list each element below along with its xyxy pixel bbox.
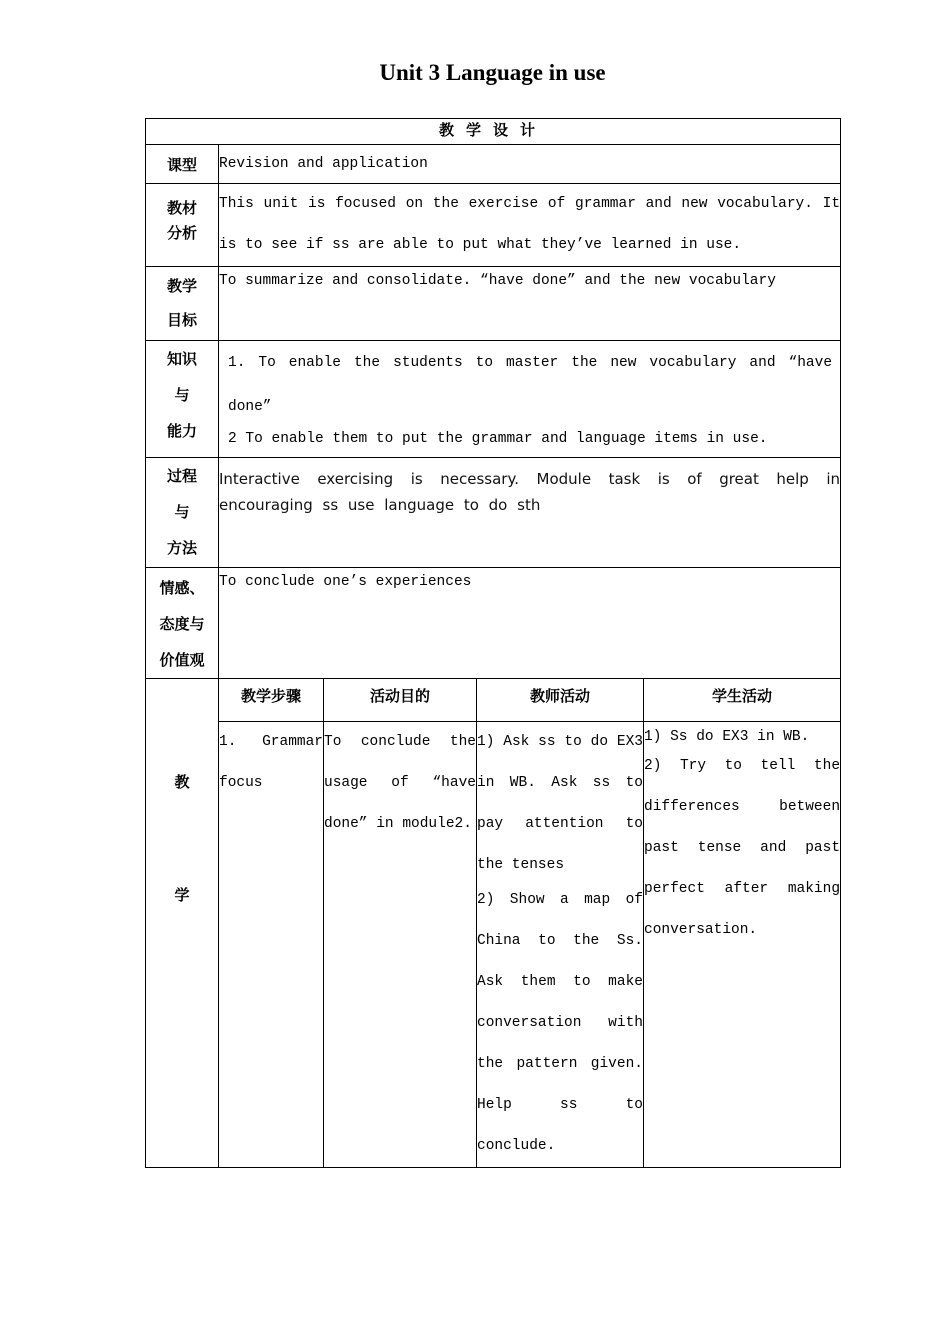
knowledge-content [219,341,841,458]
column-header-steps: 教学步骤 [219,679,324,722]
purpose-cell: To conclude the usage of “have done” in module2. [324,722,477,1168]
student-activity-2: 2) Try to tell the differences between past tense and past perfect after making conversation. [644,758,841,938]
knowledge-item-2: 2 To enable them to put the grammar and language items in use. [228,431,768,447]
teacher-activity-cell [477,722,644,1168]
column-header-teacher: 教师活动 [477,679,644,722]
teaching-goal-label [146,267,219,341]
material-analysis-content: This unit is focused on the exercise of grammar and new vocabulary. It is to see if ss are able to put what they’ve learned in use. [219,184,841,267]
teacher-activity-2: 2) Show a map of China to the Ss. Ask them to make conversation with the pattern given. Help ss to conclude. [477,892,643,1154]
step-cell: 1. Grammar focus [219,722,324,1168]
lesson-plan-table [145,118,841,1168]
label-line: 能力 [166,422,197,440]
student-activity-1: 1) Ss do EX3 in WB. [644,729,810,745]
process-content: Interactive exercising is necessary. Module task is of great help in encouraging ss use language to do sth [219,458,841,568]
emotion-label [146,568,219,679]
label-line: 学 [174,886,190,904]
label-line: 教材 [166,199,197,217]
label-line: 过程 [166,467,197,485]
label-line: 分析 [166,224,197,242]
knowledge-item-1: 1. To enable the students to master the new vocabulary and “have done” [228,355,833,415]
material-analysis-label [146,184,219,267]
label-line: 目标 [166,311,197,329]
process-label [146,458,219,568]
teacher-activity-1: 1) Ask ss to do EX3 in WB. Ask ss to pay attention to the tenses [477,734,643,873]
column-header-purpose: 活动目的 [324,679,477,722]
student-activity-cell [644,722,841,1168]
label-line: 情感、 [159,579,205,597]
label-line: 价值观 [159,651,205,669]
teaching-goal-content: To summarize and consolidate. “have done” and the new vocabulary [219,267,841,341]
label-line: 与 [174,386,190,404]
table-heading: 教学设计 [146,119,841,145]
label-line: 与 [174,503,190,521]
lesson-type-content: Revision and application [219,145,841,184]
emotion-content: To conclude one’s experiences [219,568,841,679]
column-header-student: 学生活动 [644,679,841,722]
page-title: Unit 3 Language in use [379,60,606,85]
teaching-label [146,679,219,1168]
label-line: 教 [174,773,190,791]
label-line: 方法 [166,539,197,557]
knowledge-label [146,341,219,458]
label-line: 态度与 [159,615,205,633]
label-line: 知识 [166,350,197,368]
label-line: 教学 [166,277,197,295]
lesson-type-label: 课型 [146,145,219,184]
